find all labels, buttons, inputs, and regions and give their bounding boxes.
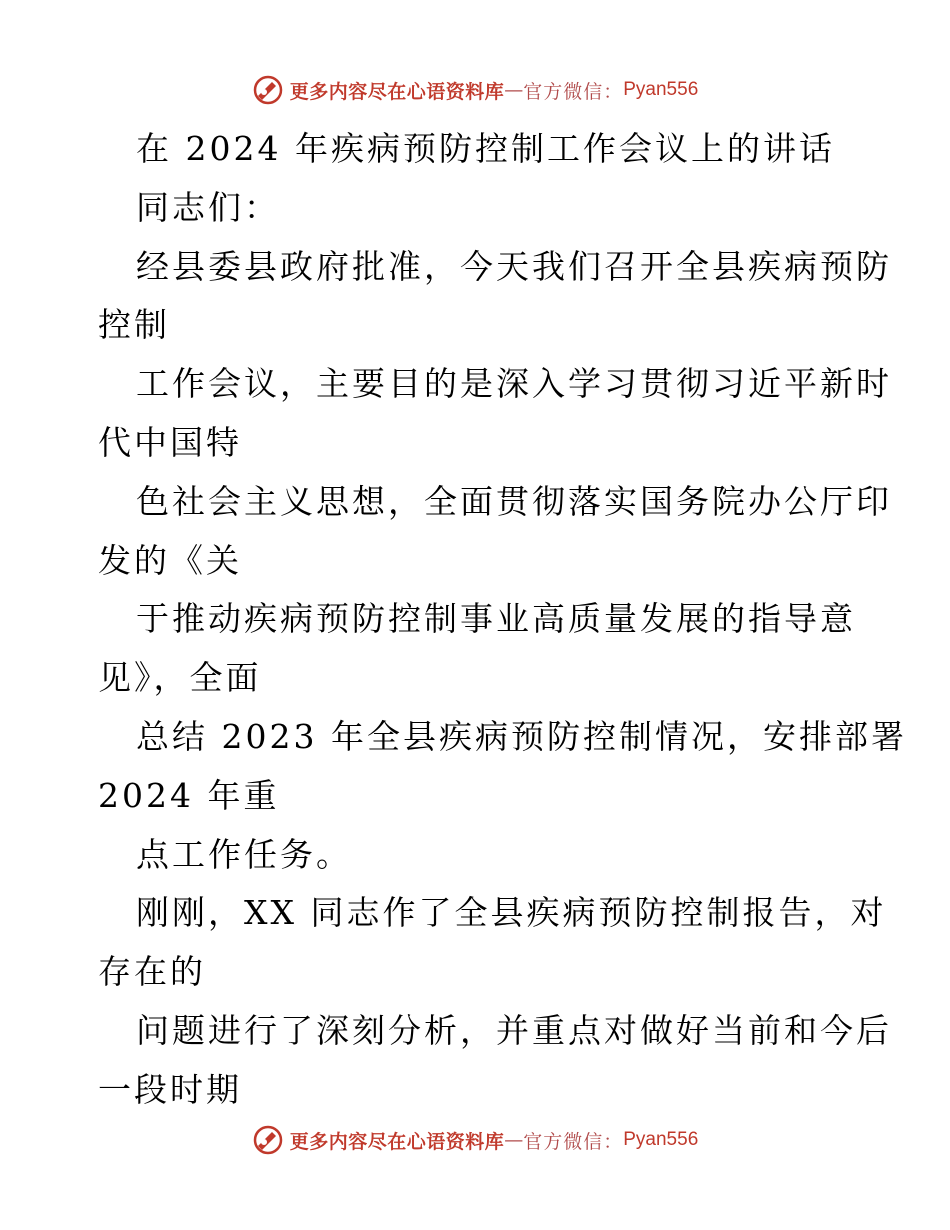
document-body — [98, 120, 907, 1120]
text-line: 控制 — [98, 305, 170, 345]
header-wechat-id: Pyan556 — [623, 79, 699, 100]
text-line: 点工作任务。 — [136, 834, 352, 874]
document-title: 在 2024 年疾病预防控制工作会议上的讲话 — [136, 129, 835, 168]
text-line: 见》，全面 — [98, 658, 262, 698]
footer-banner — [0, 1120, 950, 1160]
text-line: 于推动疾病预防控制事业高质量发展的指导意 — [136, 599, 856, 639]
text-line: 色社会主义思想，全面贯彻落实国务院办公厅印 — [136, 481, 892, 521]
logo-icon — [252, 1124, 284, 1156]
text-line: 代中国特 — [98, 422, 242, 462]
text-line: 刚刚，XX 同志作了全县疾病预防控制报告，对 — [136, 893, 887, 933]
text-line: 2024 年重 — [98, 775, 280, 815]
header-banner — [0, 70, 950, 110]
text-line: 存在的 — [98, 952, 206, 992]
footer-wechat-id: Pyan556 — [623, 1129, 699, 1150]
text-line: 总结 2023 年全县疾病预防控制情况，安排部署 — [136, 716, 907, 756]
salutation: 同志们： — [136, 187, 280, 227]
logo-icon — [252, 74, 284, 106]
header-site-text: 更多内容尽在心语资料库 — [289, 80, 505, 103]
text-line: 发的《关 — [98, 540, 242, 580]
text-line: 一段时期 — [98, 1069, 242, 1109]
text-line: 经县委县政府批准，今天我们召开全县疾病预防 — [136, 246, 892, 286]
footer-site-text: 更多内容尽在心语资料库 — [289, 1130, 505, 1153]
footer-wechat-label: 官方微信： — [523, 1130, 624, 1153]
header-separator: — — [504, 79, 524, 101]
text-line: 问题进行了深刻分析，并重点对做好当前和今后 — [136, 1010, 892, 1050]
header-wechat-label: 官方微信： — [523, 80, 624, 103]
text-line: 工作会议，主要目的是深入学习贯彻习近平新时 — [136, 364, 892, 404]
footer-separator: — — [504, 1129, 524, 1151]
